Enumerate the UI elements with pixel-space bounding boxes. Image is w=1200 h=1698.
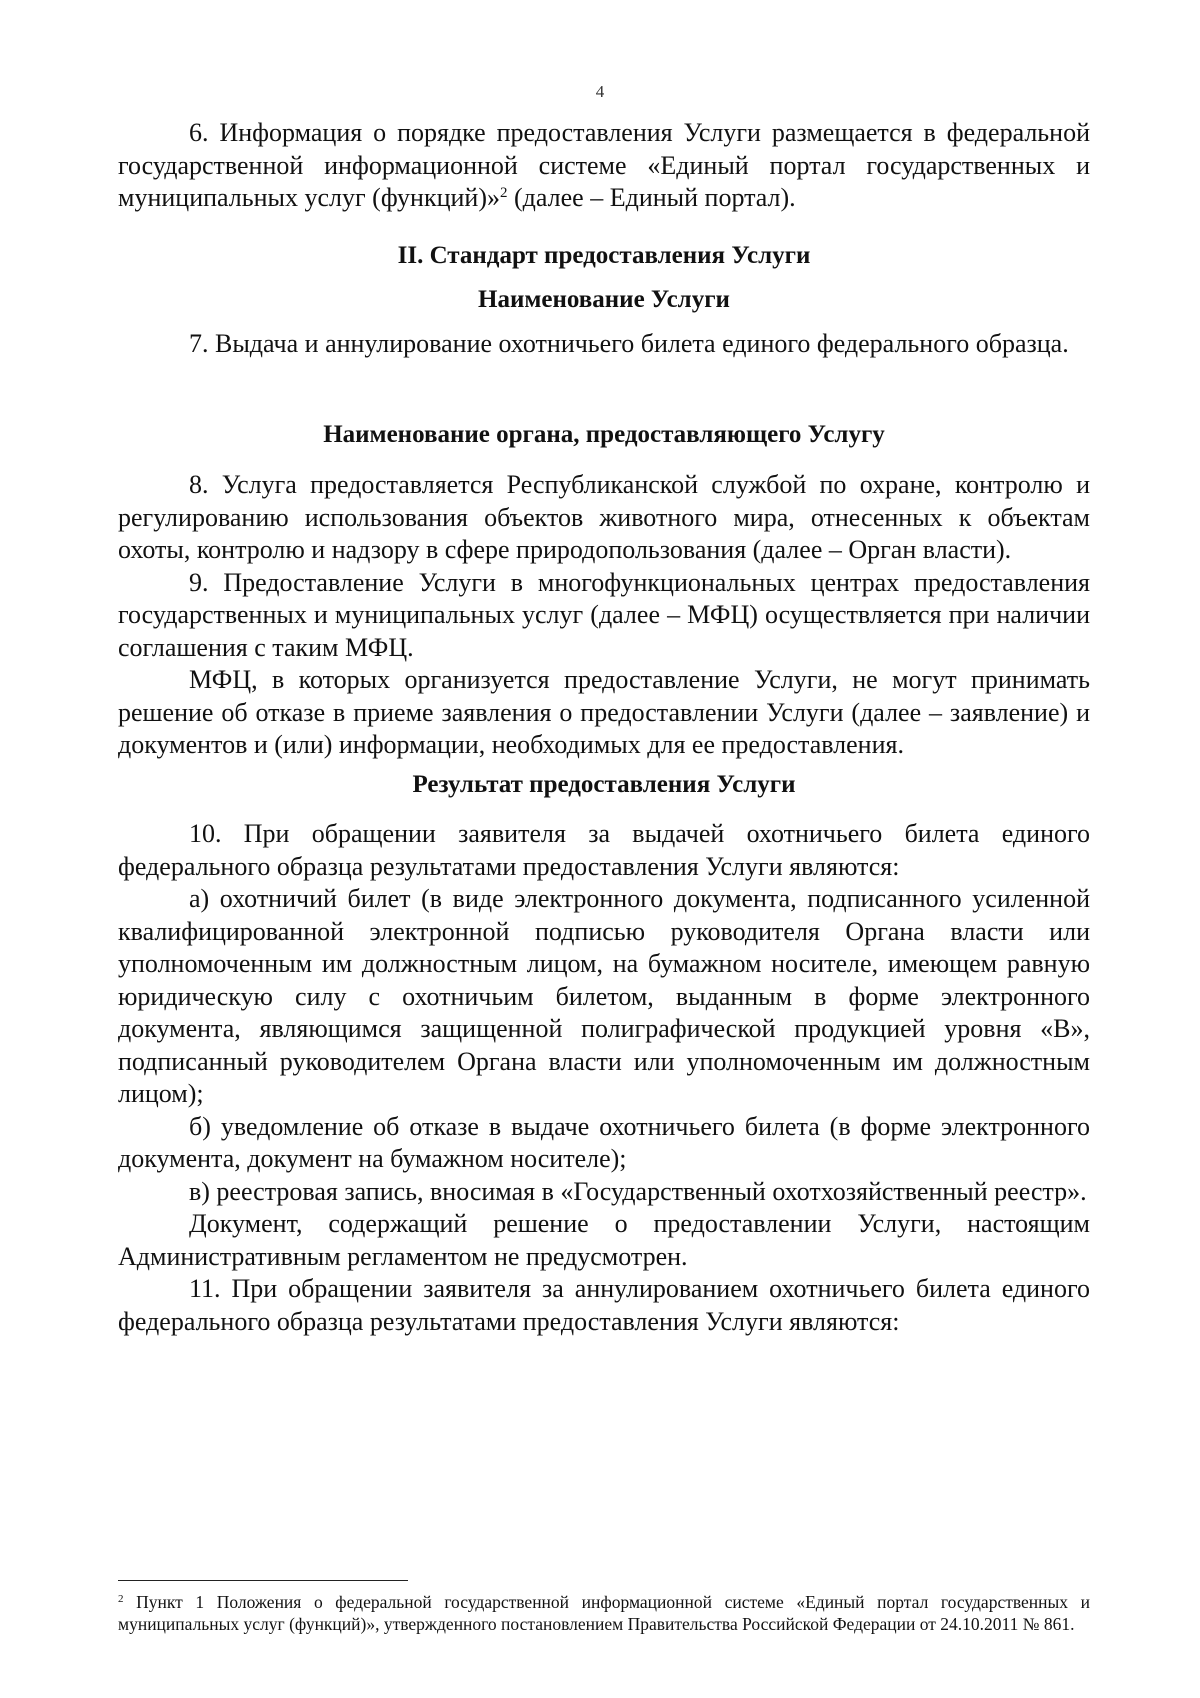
paragraphs-10-11	[118, 818, 1090, 1338]
footnote-reference: 2	[500, 185, 508, 201]
paragraph-9: 9. Предоставление Услуги в многофункциональных центрах предоставления государственных и муниципальных услуг (далее – МФЦ) осуществляется при наличии соглашения с таким МФЦ.	[118, 567, 1090, 662]
result-block	[118, 769, 1090, 802]
paragraph-6	[118, 117, 1090, 215]
paragraph-10-v: в) реестровая запись, вносимая в «Государственный охотхозяйственный реестр».	[189, 1176, 1087, 1206]
paragraph-10-b: б) уведомление об отказе в выдаче охотничьего билета (в форме электронного документа, документ на бумажном носителе);	[118, 1111, 1090, 1173]
paragraphs-8-9	[118, 469, 1090, 762]
footnote-text: Пункт 1 Положения о федеральной государственной информационной системе «Единый портал государственных и муниципальных услуг (функций)», утвержденного постановлением Правительства Российской Федерации от 24.10.2011 № 861.	[118, 1592, 1090, 1634]
paragraph-10-document: Документ, содержащий решение о предоставлении Услуги, настоящим Административным регламентом не предусмотрен.	[118, 1209, 1090, 1271]
paragraph-7	[118, 328, 1090, 361]
paragraph-10-a: а) охотничий билет (в виде электронного документа, подписанного усиленной квалифицированной электронной подписью руководителя Органа власти или уполномоченным им должностным лицом, на бумажном носителе, имеющем равную юридическую силу с охотничьим билетом, выданным в форме электронного документа, являющимся защищенной полиграфической продукцией уровня «В», подписанный руководителем Органа власти или уполномоченным им должностным лицом);	[118, 884, 1090, 1108]
heading-result: Результат предоставления Услуги	[412, 771, 796, 798]
heading-authority: Наименование органа, предоставляющего Услугу	[323, 421, 885, 448]
paragraph-6-tail: (далее – Единый портал).	[507, 183, 796, 212]
paragraph-6-text: 6. Информация о порядке предоставления Услуги размещается в федеральной государственной информационной системе «Единый портал государственных и муниципальных услуг (функций)»	[118, 118, 1090, 212]
authority-block	[118, 419, 1090, 452]
page-number: 4	[595, 82, 605, 101]
section-title: II. Стандарт предоставления Услуги	[397, 242, 811, 269]
footnote-separator	[118, 1580, 408, 1581]
section-2-block	[118, 240, 1090, 273]
footnote-marker: 2	[118, 1593, 124, 1605]
paragraph-10: 10. При обращении заявителя за выдачей охотничьего билета единого федерального образца результатами предоставления Услуги являются:	[118, 819, 1090, 881]
service-name-block	[118, 284, 1090, 317]
paragraph-8: 8. Услуга предоставляется Республиканской службой по охране, контролю и регулированию использования объектов животного мира, отнесенных к объектам охоты, контролю и надзору в сфере природопользования (далее – Орган власти).	[118, 470, 1090, 564]
paragraph-7-text: 7. Выдача и аннулирование охотничьего билета единого федерального образца.	[189, 329, 1069, 358]
heading-service-name: Наименование Услуги	[478, 286, 730, 313]
paragraph-9-mfc: МФЦ, в которых организуется предоставление Услуги, не могут принимать решение об отказе в приеме заявления о предоставлении Услуги (далее – заявление) и документов и (или) информации, необходимых для ее предоставления.	[118, 665, 1090, 759]
paragraph-11: 11. При обращении заявителя за аннулированием охотничьего билета единого федерального образца результатами предоставления Услуги являются:	[118, 1274, 1090, 1336]
footnote	[118, 1592, 1090, 1635]
